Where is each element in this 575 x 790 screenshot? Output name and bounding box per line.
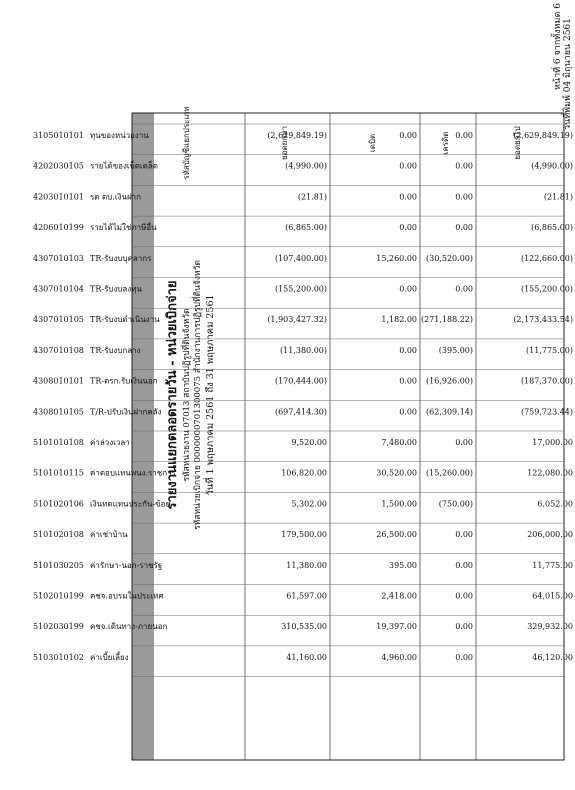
cell-debit: 2,418.00 bbox=[381, 591, 417, 601]
cell-carried-forward: 329,932.00 bbox=[527, 622, 573, 632]
print-date: วันที่พิมพ์ 04 มิถุนายน 2561 bbox=[563, 18, 573, 130]
cell-debit: 0.00 bbox=[399, 345, 417, 355]
cell-account-name: ค่าล่วงเวลา bbox=[90, 438, 130, 447]
cell-brought-forward: (21.81) bbox=[297, 192, 327, 202]
cell-brought-forward: (170,444.00) bbox=[274, 376, 327, 386]
cell-account-name: TR-รับงบกลาง bbox=[90, 345, 141, 355]
cell-debit: 15,260.00 bbox=[376, 253, 417, 263]
header-carried-forward: ยอดยกไป bbox=[513, 126, 522, 160]
cell-credit: (62,309.14) bbox=[426, 407, 473, 417]
cell-brought-forward: 11,380.00 bbox=[286, 560, 327, 570]
cell-account-name: รายได้ไม่ใช่ภาษีอื่น bbox=[90, 223, 157, 233]
cell-brought-forward: (2,629,849.19) bbox=[267, 131, 327, 140]
cell-account-name: คชจ.อบรมในประเทศ bbox=[90, 591, 164, 601]
cell-debit: 0.00 bbox=[399, 407, 417, 417]
cell-debit: 7,480.00 bbox=[381, 438, 417, 447]
cell-debit: 30,520.00 bbox=[376, 468, 417, 478]
cell-debit: 0.00 bbox=[399, 131, 417, 140]
cell-credit: (750.00) bbox=[438, 499, 473, 509]
cell-account-code: 4307010105 bbox=[33, 315, 84, 325]
cell-debit: 0.00 bbox=[399, 284, 417, 294]
cell-account-code: 5102010199 bbox=[33, 591, 84, 601]
table-row bbox=[0, 527, 573, 539]
cell-account-code: 4308010101 bbox=[33, 376, 84, 386]
cell-carried-forward: (6,865.00) bbox=[531, 223, 573, 233]
cell-debit: 0.00 bbox=[399, 223, 417, 233]
header-credit: เครดิต bbox=[441, 131, 450, 155]
table-row bbox=[0, 220, 573, 232]
header-account: รหัสบัญชีแยกประเภท bbox=[182, 106, 191, 180]
table-row bbox=[0, 589, 573, 601]
cell-brought-forward: 179,500.00 bbox=[281, 530, 327, 540]
table-row bbox=[0, 466, 573, 478]
cell-carried-forward: 206,000.00 bbox=[527, 530, 573, 540]
cell-credit: (395.00) bbox=[438, 345, 473, 355]
cell-carried-forward: (21.81) bbox=[543, 192, 573, 202]
table-row bbox=[0, 343, 573, 355]
table-row bbox=[0, 312, 573, 324]
cell-account-name: TR-รับงบลงทุน bbox=[90, 284, 142, 294]
table-row bbox=[0, 374, 573, 386]
cell-account-name: ทุนของหน่วยงาน bbox=[90, 131, 149, 140]
cell-account-code: 5101030205 bbox=[33, 560, 84, 570]
cell-brought-forward: 310,535.00 bbox=[281, 622, 327, 632]
header-debit: เดบิต bbox=[368, 133, 377, 153]
cell-account-code: 4203010101 bbox=[33, 192, 84, 202]
cell-account-name: TR-รับงบบุคลากร bbox=[90, 253, 152, 263]
report-unit: รหัสหน่วยเบิกจ่าย 0000000701300075 สำนักงานการปฏิรูปที่ดินจังหวัด bbox=[193, 260, 203, 530]
cell-debit: 395.00 bbox=[389, 560, 417, 570]
cell-carried-forward: (187,370.00) bbox=[520, 376, 573, 386]
cell-account-code: 5102030199 bbox=[33, 622, 84, 632]
cell-credit: 0.00 bbox=[455, 161, 473, 171]
cell-account-name: T/R-ปรับเงินฝากคลัง bbox=[90, 407, 162, 417]
cell-brought-forward: (6,865.00) bbox=[285, 223, 327, 233]
cell-account-code: 4206010199 bbox=[33, 223, 84, 233]
cell-account-name: คชจ.เดินทาง-ภายนอก bbox=[90, 622, 168, 632]
cell-brought-forward: (155,200.00) bbox=[274, 284, 327, 294]
cell-carried-forward: (2,173,433.54) bbox=[513, 315, 573, 325]
cell-carried-forward: 122,080.00 bbox=[527, 468, 573, 478]
cell-account-code: 5101020106 bbox=[33, 499, 84, 509]
cell-account-name: ค่าตอบแทนพนง.ราชการ bbox=[90, 468, 176, 478]
cell-account-name: ค่าเบี้ยเลี้ยง bbox=[90, 652, 129, 662]
table-row bbox=[0, 558, 573, 570]
cell-credit: 0.00 bbox=[455, 131, 473, 140]
cell-account-code: 4307010104 bbox=[33, 284, 84, 294]
cell-account-code: 4308010105 bbox=[33, 407, 84, 417]
cell-carried-forward: (11,775.00) bbox=[526, 345, 573, 355]
table-row bbox=[0, 404, 573, 416]
cell-credit: 0.00 bbox=[455, 652, 473, 662]
cell-account-code: 5103010102 bbox=[33, 652, 84, 662]
cell-brought-forward: (697,414.30) bbox=[274, 407, 327, 417]
cell-carried-forward: 46,120.00 bbox=[532, 652, 573, 662]
table-body bbox=[0, 124, 573, 677]
cell-debit: 0.00 bbox=[399, 192, 417, 202]
cell-account-name: TR-ตรก.รับเงินนอก bbox=[90, 376, 158, 386]
header-brought-forward: ยอดยกมา bbox=[280, 126, 289, 160]
cell-credit: 0.00 bbox=[455, 622, 473, 632]
cell-account-code: 4307010108 bbox=[33, 345, 84, 355]
cell-brought-forward: (4,990.00) bbox=[285, 161, 327, 171]
cell-account-code: 5101010108 bbox=[33, 438, 84, 447]
cell-carried-forward: 17,000.00 bbox=[532, 438, 573, 447]
cell-brought-forward: 5,302.00 bbox=[291, 499, 327, 509]
cell-credit: (271,188.22) bbox=[420, 315, 473, 325]
cell-carried-forward: (2,629,849.19) bbox=[513, 131, 573, 140]
cell-account-code: 5101010115 bbox=[33, 468, 84, 478]
cell-carried-forward: 11,775.00 bbox=[532, 560, 573, 570]
report-subtitle: รหัสหน่วยงาน 07013 สถาบันปฏิรูปที่ดินจังหวัด bbox=[182, 308, 192, 482]
cell-carried-forward: 6,052.00 bbox=[537, 499, 573, 509]
table-row bbox=[0, 496, 573, 508]
cell-account-code: 3105010101 bbox=[33, 131, 84, 140]
cell-debit: 0.00 bbox=[399, 161, 417, 171]
cell-brought-forward: 9,520.00 bbox=[291, 438, 327, 447]
cell-account-code: 4202030105 bbox=[33, 161, 84, 171]
cell-brought-forward: (11,380.00) bbox=[280, 345, 327, 355]
cell-credit: (30,520.00) bbox=[426, 253, 473, 263]
table-row bbox=[0, 251, 573, 263]
cell-credit: 0.00 bbox=[455, 192, 473, 202]
cell-debit: 4,960.00 bbox=[381, 652, 417, 662]
cell-brought-forward: 41,160.00 bbox=[286, 652, 327, 662]
table-row bbox=[0, 650, 573, 662]
cell-carried-forward: (759,723.44) bbox=[520, 407, 573, 417]
cell-account-code: 5101020108 bbox=[33, 530, 84, 540]
cell-credit: 0.00 bbox=[455, 223, 473, 233]
cell-carried-forward: (155,200.00) bbox=[520, 284, 573, 294]
cell-credit: 0.00 bbox=[455, 591, 473, 601]
cell-credit: 0.00 bbox=[455, 530, 473, 540]
report-title: รายงานแยกตลอดรายวัน - หน่วยเบิกจ่าย bbox=[165, 280, 180, 510]
page-number: หน้าที่ 6 จากทั้งหมด 6 bbox=[553, 3, 563, 90]
table-row bbox=[0, 282, 573, 294]
table-row bbox=[0, 189, 573, 201]
cell-credit: 0.00 bbox=[455, 438, 473, 447]
cell-debit: 1,182.00 bbox=[381, 315, 417, 325]
cell-brought-forward: 61,597.00 bbox=[286, 591, 327, 601]
cell-debit: 1,500.00 bbox=[381, 499, 417, 509]
cell-account-name: ค่าเช่าบ้าน bbox=[90, 530, 128, 540]
cell-debit: 19,397.00 bbox=[376, 622, 417, 632]
cell-account-name: เงินทดแทนประกัน-ข้อย bbox=[90, 499, 171, 509]
cell-brought-forward: 106,820.00 bbox=[281, 468, 327, 478]
cell-account-name: TR-รับงบดำเนินงาน bbox=[90, 315, 160, 325]
cell-debit: 0.00 bbox=[399, 376, 417, 386]
cell-credit: 0.00 bbox=[455, 284, 473, 294]
cell-carried-forward: (4,990.00) bbox=[531, 161, 573, 171]
cell-carried-forward: 64,015.00 bbox=[532, 591, 573, 601]
cell-credit: (16,926.00) bbox=[426, 376, 473, 386]
cell-credit: 0.00 bbox=[455, 560, 473, 570]
cell-brought-forward: (1,903,427.32) bbox=[267, 315, 327, 325]
cell-account-code: 4307010103 bbox=[33, 253, 84, 263]
cell-credit: (15,260.00) bbox=[426, 468, 473, 478]
report-period: วันที่ 1 พฤษภาคม 2561 ถึง 31 พฤษภาคม 2561 bbox=[205, 294, 216, 496]
ledger-table bbox=[0, 106, 573, 760]
cell-carried-forward: (122,660.00) bbox=[520, 253, 573, 263]
table-row bbox=[0, 619, 573, 631]
cell-brought-forward: (107,400.00) bbox=[274, 253, 327, 263]
cell-debit: 26,500.00 bbox=[376, 530, 417, 540]
cell-account-name: รายได้ของเบ็ดเตล็ด bbox=[90, 161, 158, 171]
cell-account-name: รด ดบ.เงินฝาก bbox=[90, 192, 141, 202]
table-row bbox=[0, 435, 573, 447]
cell-account-name: ค่ารักษา-นอก-ราชรัฐ bbox=[90, 560, 163, 570]
